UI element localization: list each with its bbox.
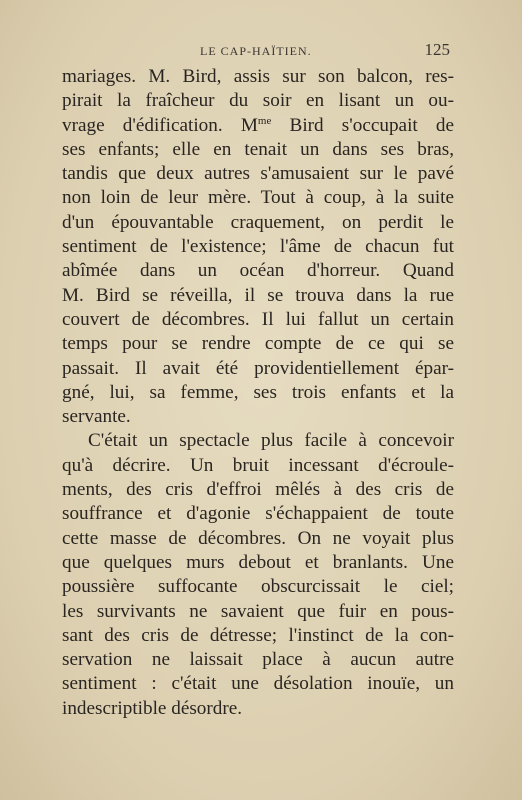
text-line: gné, lui, sa femme, ses trois enfants et la: [62, 381, 454, 403]
text-line: que quelques murs debout et branlants. Une: [62, 551, 454, 573]
text-line: ses enfants; elle en tenait un dans ses bras,: [62, 138, 454, 160]
paragraph-end-line: servante.: [62, 406, 131, 428]
text-line: d'un épouvantable craquement, on perdit le: [62, 211, 454, 233]
text-line: servation ne laissait place à aucun autre: [62, 649, 454, 671]
text-line: couvert de décombres. Il lui fallut un certain: [62, 308, 454, 330]
text-line: sentiment : c'était une désolation inouïe, un: [62, 673, 454, 695]
text-line: [62, 114, 454, 138]
text-line-part: vrage d'édification. M: [62, 114, 258, 136]
text-line: souffrance et d'agonie s'échappaient de toute: [62, 503, 454, 525]
text-line: pirait la fraîcheur du soir en lisant un ou-: [62, 90, 454, 112]
text-line: passait. Il avait été providentiellement épar-: [62, 357, 454, 379]
text-line: poussière suffocante obscurcissait le ciel;: [62, 576, 454, 598]
text-line: sant des cris de détresse; l'instinct de la con-: [62, 624, 454, 646]
text-line: mariages. M. Bird, assis sur son balcon, res-: [62, 66, 454, 87]
text-line: sentiment de l'existence; l'âme de chacun fut: [62, 236, 454, 258]
text-line: abîmée dans un océan d'horreur. Quand: [62, 260, 454, 282]
text-line-part: Bird s'occupait de: [271, 114, 455, 136]
text-line: tandis que deux autres s'amusaient sur le pavé: [62, 163, 454, 185]
body-text: [62, 65, 454, 721]
text-line: ments, des cris d'effroi mêlés à des cris de: [62, 479, 454, 501]
page-number: 125: [424, 40, 450, 59]
superscript-abbrev: me: [257, 114, 272, 127]
text-line: cette masse de décombres. On ne voyait plus: [62, 527, 454, 549]
paragraph-start-line: C'était un spectacle plus facile à concevoir: [88, 430, 454, 452]
paragraph-end-line: indescriptible désordre.: [62, 697, 243, 719]
running-title: LE CAP-HAÏTIEN.: [200, 44, 312, 58]
text-line: M. Bird se réveilla, il se trouva dans la rue: [62, 284, 454, 306]
text-line: les survivants ne savaient que fuir en pous-: [62, 600, 454, 622]
text-line: non loin de leur mère. Tout à coup, à la suite: [62, 187, 454, 209]
text-line: temps pour se rendre compte de ce qui se: [62, 333, 454, 355]
text-line: qu'à décrire. Un bruit incessant d'écroule-: [62, 454, 454, 476]
